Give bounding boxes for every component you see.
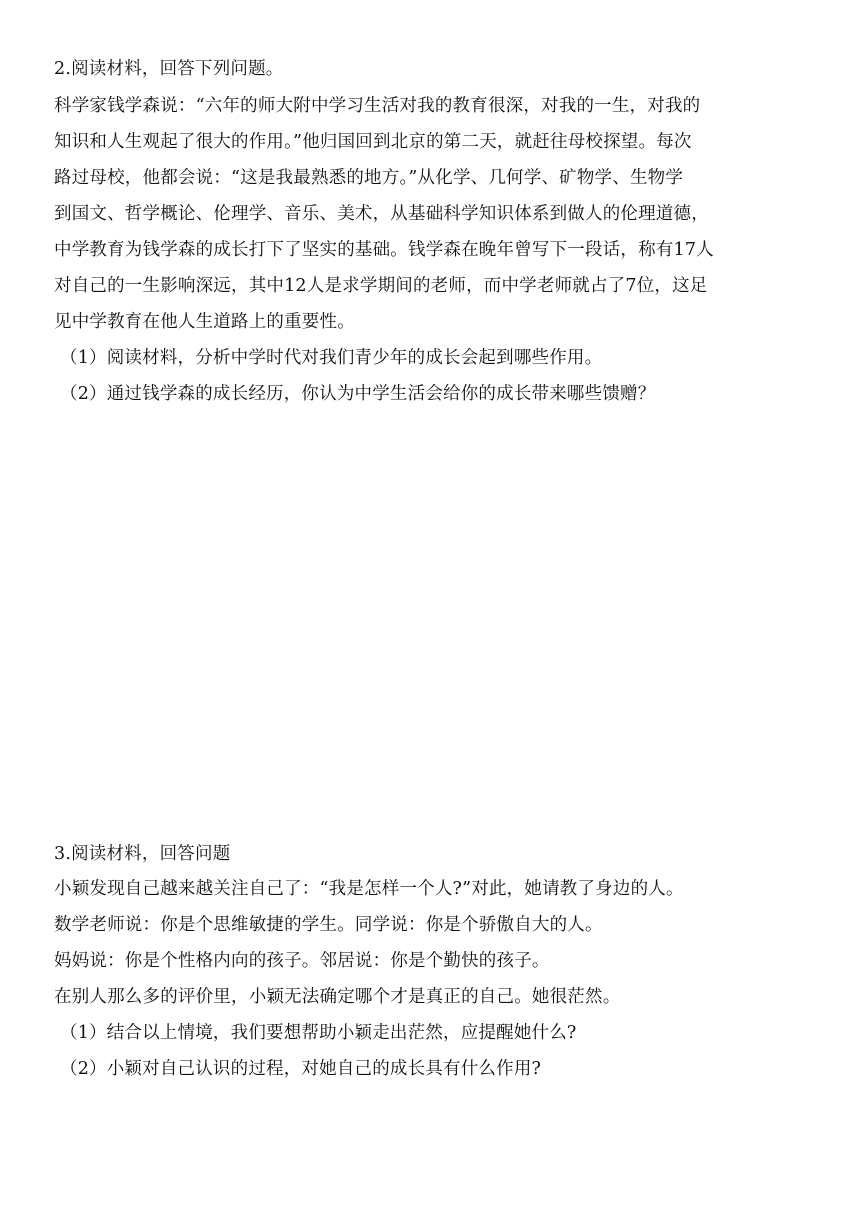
question-2-paragraph-line: 到国文、哲学概论、伦理学、音乐、美术，从基础科学知识体系到做人的伦理道德， <box>54 204 709 224</box>
question-2-sub-question-2: （2）通过钱学森的成长经历，你认为中学生活会给你的成长带来哪些馈赠？ <box>60 384 656 404</box>
question-3-paragraph-line: 数学老师说：你是个思维敏捷的学生。同学说：你是个骄傲自大的人。 <box>54 915 603 935</box>
question-2-paragraph-line: 对自己的一生影响深远，其中12人是求学期间的老师，而中学老师就占了7位，这足 <box>54 276 708 296</box>
question-2-sub-question-1: （1）阅读材料，分析中学时代对我们青少年的成长会起到哪些作用。 <box>60 348 603 368</box>
question-2-title: 2.阅读材料，回答下列问题。 <box>54 59 284 79</box>
question-3-title: 3.阅读材料，回答问题 <box>54 844 231 864</box>
question-2-paragraph-line: 知识和人生观起了很大的作用。”他归国回到北京的第二天，就赶往母校探望。每次 <box>54 132 692 152</box>
question-3-paragraph-line: 小颖发现自己越来越关注自己了：“我是怎样一个人?”对此，她请教了身边的人。 <box>54 879 684 899</box>
question-3-sub-question-2: （2）小颖对自己认识的过程，对她自己的成长具有什么作用? <box>60 1059 542 1079</box>
question-2-paragraph-line: 见中学教育在他人生道路上的重要性。 <box>54 312 355 332</box>
question-2-paragraph-line: 科学家钱学森说：“六年的师大附中学习生活对我的教育很深，对我的一生，对我的 <box>54 96 701 116</box>
question-3-sub-question-1: （1）结合以上情境，我们要想帮助小颖走出茫然，应提醒她什么? <box>60 1023 577 1043</box>
question-3-paragraph-line: 妈妈说：你是个性格内向的孩子。邻居说：你是个勤快的孩子。 <box>54 951 550 971</box>
question-3-paragraph-line: 在别人那么多的评价里，小颖无法确定哪个才是真正的自己。她很茫然。 <box>54 987 621 1007</box>
question-2-paragraph-line: 中学教育为钱学森的成长打下了坚实的基础。钱学森在晚年曾写下一段话，称有17人 <box>54 240 714 260</box>
question-2-paragraph-line: 路过母校，他都会说：“这是我最熟悉的地方。”从化学、几何学、矿物学、生物学 <box>54 168 684 188</box>
